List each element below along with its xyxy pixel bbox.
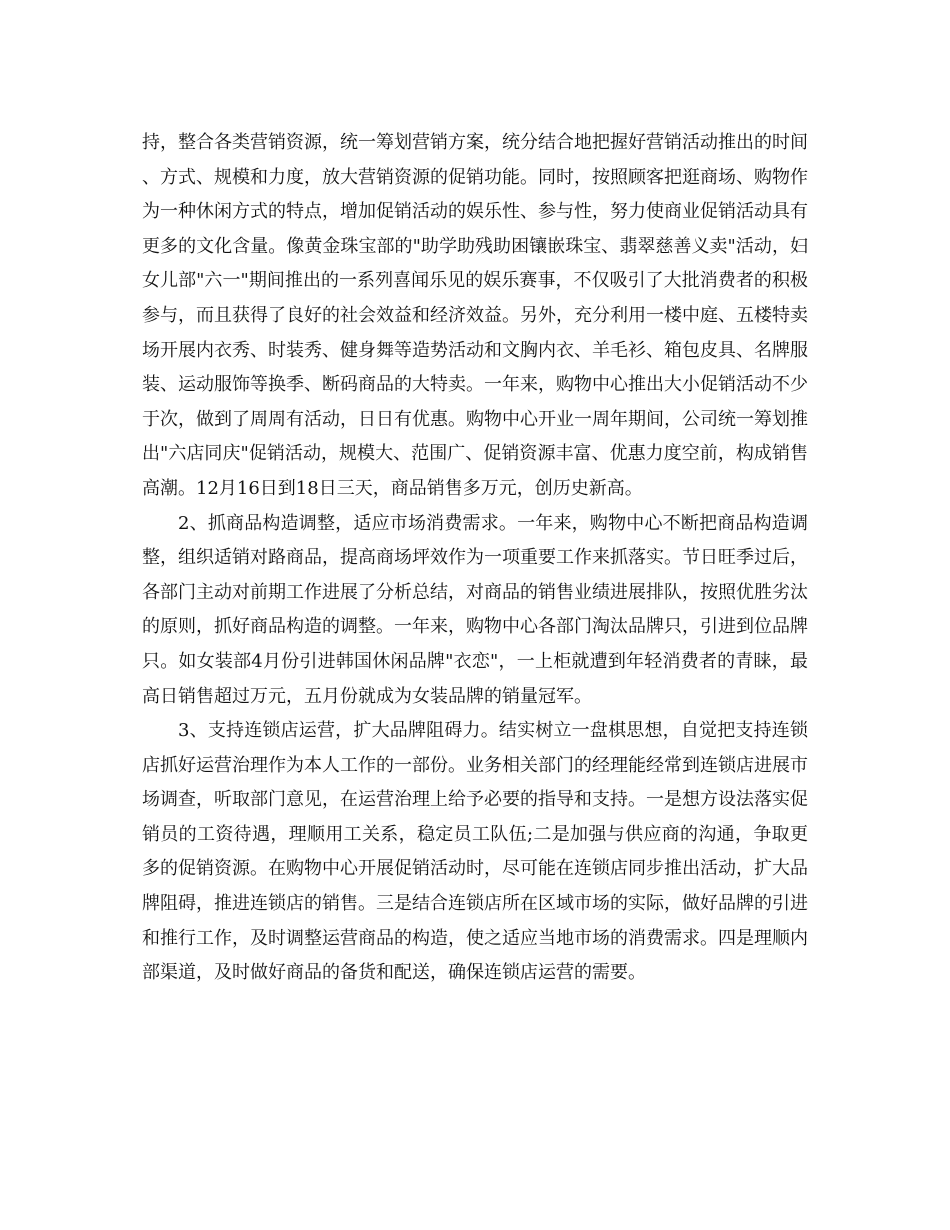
paragraph-chain-store-support: 3、支持连锁店运营，扩大品牌阻碍力。结实树立一盘棋思想，自觉把支持连锁店抓好运营治理作为本人工作的一部份。业务相关部门的经理能经常到连锁店进展市场调查，听取部门意见，在运营治理上给予必要的指导和支持。一是想方设法落实促销员的工资待遇，理顺用工关系，稳定员工队伍;二是加强与供应商的沟通，争取更多的促销资源。在购物中心开展促销活动时，尽可能在连锁店同步推出活动，扩大品牌阻碍，推进连锁店的销售。三是结合连锁店所在区域市场的实际，做好品牌的引进和推行工作，及时调整运营商品的构造，使之适应当地市场的消费需求。四是理顺内部渠道，及时做好商品的备货和配送，确保连锁店运营的需要。 (142, 720, 808, 984)
paragraph-promotion-activities: 持，整合各类营销资源，统一筹划营销方案，统分结合地把握好营销活动推出的时间、方式、规模和力度，放大营销资源的促销功能。同时，按照顾客把逛商场、购物作为一种休闲方式的特点，增加促销活动的娱乐性、参与性，努力使商业促销活动具有更多的文化含量。像黄金珠宝部的"助学助残助困镶嵌珠宝、翡翠慈善义卖"活动，妇女儿部"六一"期间推出的一系列喜闻乐见的娱乐赛事，不仅吸引了大批消费者的积极参与，而且获得了良好的社会效益和经济效益。另外，充分利用一楼中庭、五楼特卖场开展内衣秀、时装秀、健身舞等造势活动和文胸内衣、羊毛衫、箱包皮具、名牌服装、运动服饰等换季、断码商品的大特卖。一年来，购物中心推出大小促销活动不少于次，做到了周周有活动，日日有优惠。购物中心开业一周年期间，公司统一筹划推出"六店同庆"促销活动，规模大、范围广、促销资源丰富、优惠力度空前，构成销售高潮。12月16日到18日三天，商品销售多万元，创历史新高。 (142, 132, 808, 499)
paragraph-merchandise-structure: 2、抓商品构造调整，适应市场消费需求。一年来，购物中心不断把商品构造调整，组织适销对路商品，提高商场坪效作为一项重要工作来抓落实。节日旺季过后，各部门主动对前期工作进展了分析总结，对商品的销售业绩进展排队，按照优胜劣汰的原则，抓好商品构造的调整。一年来，购物中心各部门淘汰品牌只，引进到位品牌只。如女装部4月份引进韩国休闲品牌"衣恋"，一上柜就遭到年轻消费者的青睐，最高日销售超过万元，五月份就成为女装品牌的销量冠军。 (142, 512, 808, 707)
document-page (142, 126, 808, 991)
